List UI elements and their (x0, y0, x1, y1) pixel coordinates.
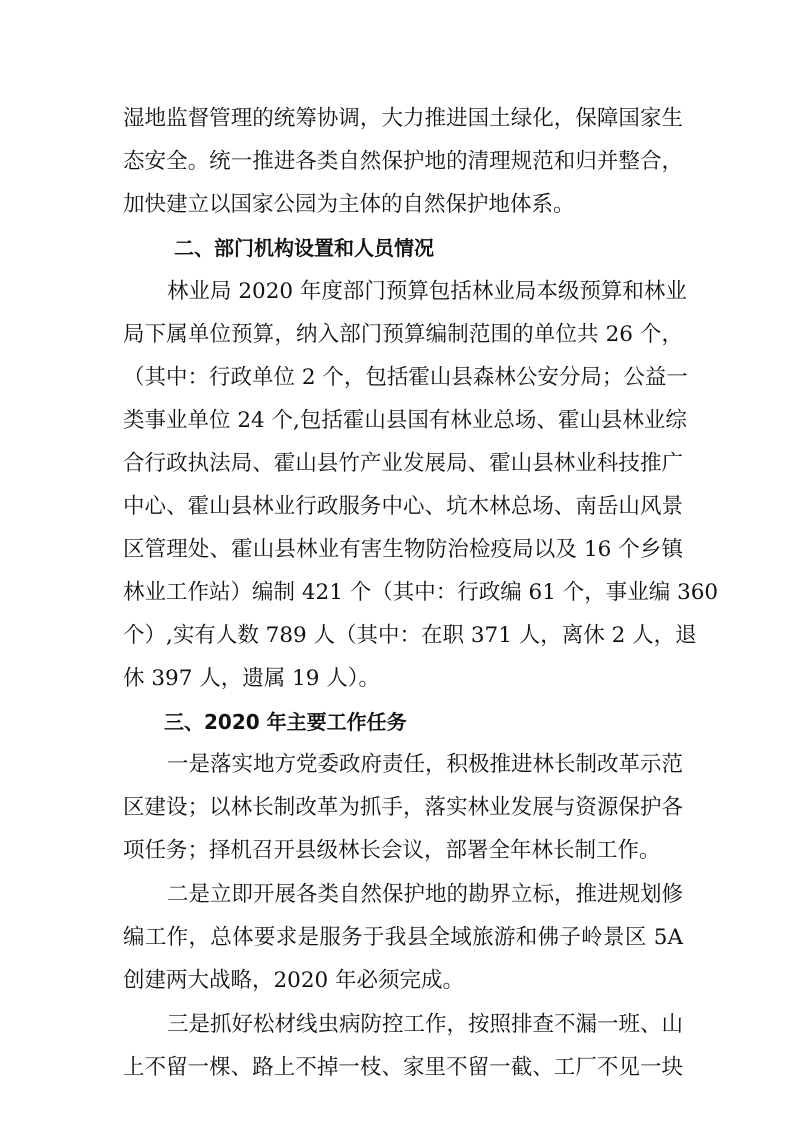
paragraph-line: （其中：行政单位 2 个，包括霍山县森林公安分局；公益一 (123, 365, 688, 390)
section-heading: 三、2020 年主要工作任务 (164, 710, 407, 734)
paragraph-line: 局下属单位预算，纳入部门预算编制范围的单位共 26 个， (123, 322, 683, 347)
paragraph-line: 林业局 2020 年度部门预算包括林业局本级预算和林业 (167, 279, 687, 304)
paragraph-line: 三是抓好松材线虫病防控工作，按照排查不漏一班、山 (167, 1012, 684, 1037)
paragraph-line: 一是落实地方党委政府责任，积极推进林长制改革示范 (167, 752, 684, 777)
paragraph-line: 加快建立以国家公园为主体的自然保护地体系。 (123, 192, 575, 217)
paragraph-line: 林业工作站）编制 421 个（其中：行政编 61 个，事业编 360 (123, 580, 719, 605)
paragraph-line: 创建两大战略，2020 年必须完成。 (123, 968, 465, 993)
paragraph-line: 区管理处、霍山县林业有害生物防治检疫局以及 16 个乡镇 (123, 537, 683, 562)
paragraph-line: 湿地监督管理的统筹协调，大力推进国土绿化，保障国家生 (123, 106, 683, 131)
paragraph-line: 合行政执法局、霍山县竹产业发展局、霍山县林业科技推广 (123, 451, 683, 476)
paragraph-line: 项任务；择机召开县级林长会议，部署全年林长制工作。 (123, 838, 661, 863)
paragraph-line: 中心、霍山县林业行政服务中心、坑木林总场、南岳山风景 (123, 494, 683, 519)
section-heading: 二、部门机构设置和人员情况 (174, 236, 434, 260)
paragraph-line: 个）,实有人数 789 人（其中：在职 371 人，离休 2 人，退 (123, 623, 697, 648)
paragraph-line: 类事业单位 24 个,包括霍山县国有林业总场、霍山县林业综 (123, 408, 687, 433)
paragraph-line: 态安全。统一推进各类自然保护地的清理规范和归并整合， (123, 149, 683, 174)
paragraph-line: 休 397 人，遗属 19 人）。 (123, 666, 380, 691)
paragraph-line: 区建设；以林长制改革为抓手，落实林业发展与资源保护各 (123, 795, 683, 820)
paragraph-line: 二是立即开展各类自然保护地的勘界立标，推进规划修 (167, 882, 684, 907)
paragraph-line: 上不留一棵、路上不掉一枝、家里不留一截、工厂不见一块 (123, 1055, 683, 1080)
paragraph-line: 编工作，总体要求是服务于我县全域旅游和佛子岭景区 5A (123, 925, 683, 950)
